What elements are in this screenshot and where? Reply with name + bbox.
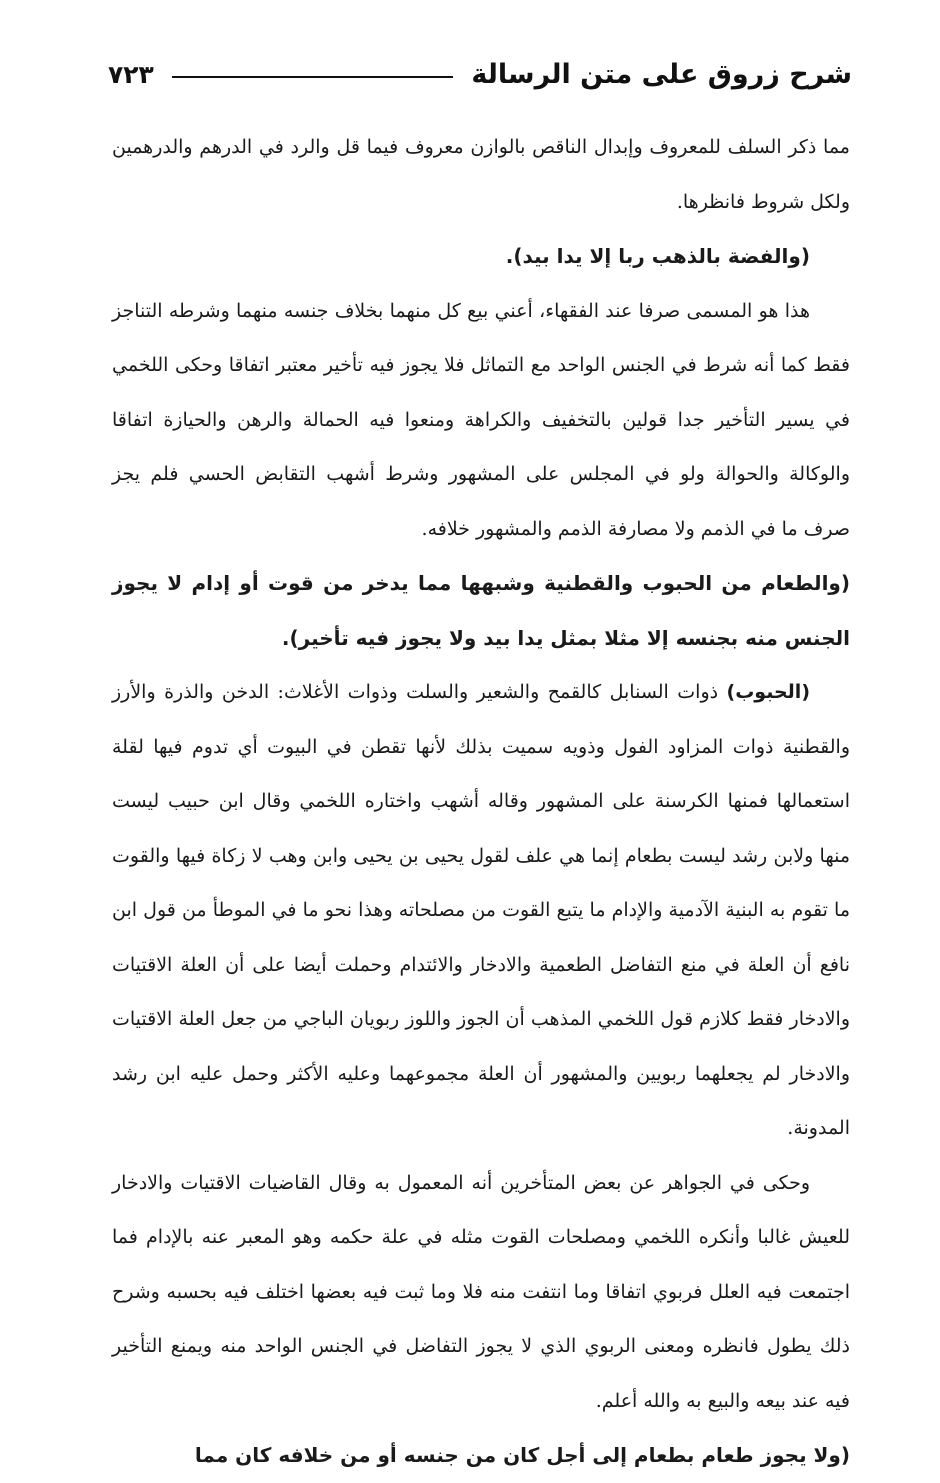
commentary-paragraph: مما ذكر السلف للمعروف وإبدال الناقص بالوازن معروف فيما قل والرد في الدرهم والدرهمين ولكل شروط فانظرها. xyxy=(112,136,850,213)
defined-term: (الحبوب) xyxy=(726,681,810,703)
matn-text: (والفضة بالذهب ربا إلا يدا بيد). xyxy=(505,244,810,268)
page-body xyxy=(112,120,850,1483)
header-rule xyxy=(172,76,454,78)
running-title: شرح زروق على متن الرسالة xyxy=(471,58,852,90)
matn-text: (والطعام من الحبوب والقطنية وشبهها مما يدخر من قوت أو إدام لا يجوز الجنس منه بجنسه إلا مثلا بمثل يدا بيد ولا يجوز فيه تأخير). xyxy=(112,571,850,650)
matn-text: (ولا يجوز طعام بطعام إلى أجل كان من جنسه أو من خلافه كان مما xyxy=(194,1443,850,1467)
commentary-paragraph: وحكى في الجواهر عن بعض المتأخرين أنه المعمول به وقال القاضيات الاقتيات والادخار للعيش غالبا وأنكره اللخمي ومصلحات القوت مثله في علة حكمه وهو المعبر عنه بالإدام فما اجتمعت فيه العلل فربوي اتفاقا وما انتفت منه فلا وما ثبت فيه بعضها اختلف فيه بحسبه وشرح ذلك يطول فانظره ومعنى الربوي الذي لا يجوز التفاضل في الجنس الواحد منه ويمنع التأخير فيه عند بيعه والبيع به والله أعلم. xyxy=(112,1171,850,1412)
commentary-paragraph xyxy=(112,665,850,1156)
commentary-text: ذوات السنابل كالقمح والشعير والسلت وذوات الأغلاث: الدخن والذرة والأرز والقطنية ذوات المزاود الفول وذويه سميت بذلك لأنها تقطن في البيوت أي تدوم فيها لقلة استعمالها فمنها الكرسنة على المشهور وقاله أشهب واختاره اللخمي وقال ابن حبيب ليست منها ولابن رشد ليست بطعام إنما هي علف لقول يحيى بن يحيى وابن وهب لا زكاة فيها والقوت ما تقوم به البنية الآدمية والإدام ما يتبع القوت من مصلحاته وهذا نحو ما في الموطأ من قول ابن نافع أن العلة في منع التفاضل الطعمية والادخار والائتدام وحملت أيضا على أن العلة الاقتيات والادخار فقط كلازم قول اللخمي المذهب أن الجوز واللوز ربويان الباجي من جعل العلة الاقتيات والادخار لم يجعلهما ربويين والمشهور أن العلة مجموعهما وعليه الأكثر وحمل عليه ابن رشد المدونة. xyxy=(112,681,850,1139)
commentary-paragraph: هذا هو المسمى صرفا عند الفقهاء، أعني بيع كل منهما بخلاف جنسه منهما وشرطه التناجز فقط كما أنه شرط في الجنس الواحد مع التماثل فلا يجوز فيه تأخير معتبر اتفاقا وحكى اللخمي في يسير التأخير جدا قولين بالتخفيف والكراهة ومنعوا فيه الحمالة والرهن والحيازة اتفاقا والوكالة والحوالة ولو في المجلس على المشهور وشرط أشهب التقابض الحسي فلم يجز صرف ما في الذمم ولا مصارفة الذمم والمشهور خلافه. xyxy=(112,299,850,540)
page-number: ٧٢٣ xyxy=(108,59,154,89)
running-header xyxy=(108,52,852,96)
